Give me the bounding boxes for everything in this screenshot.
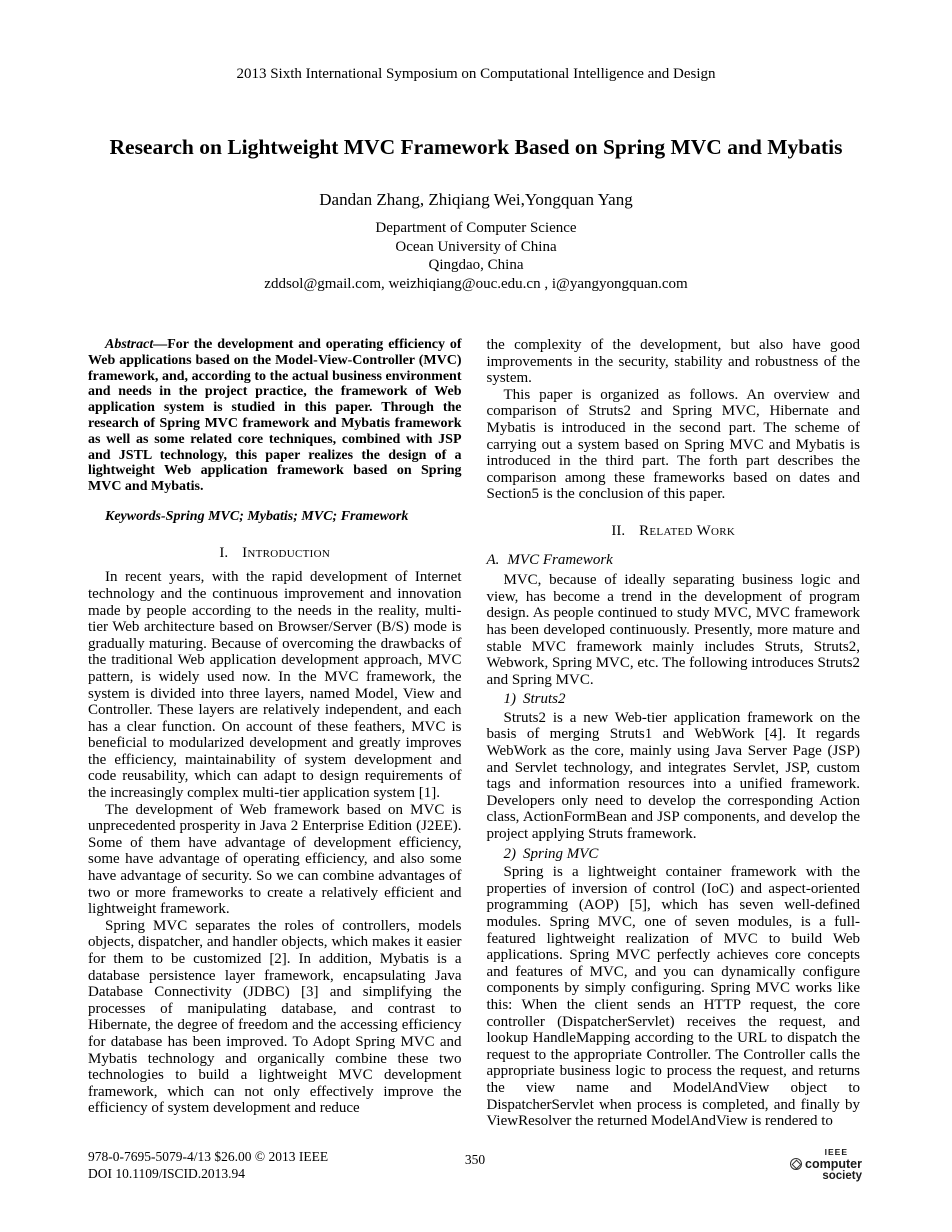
subsub-title: Struts2: [523, 691, 566, 708]
author-emails: zddsol@gmail.com, weizhiqiang@ouc.edu.cn , i@yangyongquan.com: [264, 275, 688, 292]
abstract-text: For the development and operating efficiency of Web applications based on the Model-View-Controller (MVC) framework, and, according to the actual business environment and needs in the project practice, the framework of Web application system is studied in this paper. Through the research of Spring MVC framework and Mybatis framework as well as some related core techniques, combined with JSP and JSTL technology, this paper realizes the design of a lightweight Web application framework based on Spring MVC and Mybatis.: [88, 337, 462, 495]
right-column: [487, 337, 861, 1130]
subsection-title: MVC Framework: [507, 551, 613, 568]
affiliation-department: Department of Computer Science: [375, 220, 577, 236]
section-number: I.: [219, 544, 229, 561]
ieee-logo-text: IEEE: [824, 1147, 848, 1157]
subsection-number: A.: [486, 551, 500, 568]
intro-paragraph-2: The development of Web framework based on MVC is unprecedented prosperity in Java 2 Enterprise Edition (J2EE). Some of them have advantage of development efficiency, some have advantage of operating efficiency, and also some have advantage of security. So we can combine advantages of two or more frameworks to create a relatively efficient and lightweight framework.: [88, 801, 462, 918]
section-title: Related Work: [639, 522, 736, 539]
paper-title: Research on Lightweight MVC Framework Based on Spring MVC and Mybatis: [109, 135, 843, 159]
affiliation-city: Qingdao, China: [428, 257, 524, 273]
intro-paragraph-1: In recent years, with the rapid development of Internet technology and the continuous improvement and innovation made by people according to the needs in the reality, multi-tier Web architecture based on Browser/Server (B/S) mode is gradually maturing. Because of overcoming the drawbacks of the traditional Web application development approach, MVC pattern, is widely used now. In the MVC framework, the system is divided into three layers, named Model, View and Controller. These layers are relatively independent, and each has a clear function. On account of these feathers, MVC is beneficial to modularized development and greatly improves the efficiency, maintainability of system development and code reusability, which can adapt to design requirements of the increasingly complex multi-tier application system [1].: [88, 569, 462, 802]
intro-paragraph-3-continued: the complexity of the development, but also have good improvements in the security, stability and robustness of the system.: [486, 337, 860, 387]
spring-mvc-paragraph: Spring is a lightweight container framework with the properties of inversion of control (IoC) and aspect-oriented programming (AOP) [5], which has seven well-defined modules. Spring MVC, one of seven modules, is a full-featured lightweight realization of MVC to build Web applications. Spring MVC perfectly achieves core concepts and features of MVC, and you can dynamically configure components by simply configuring. Spring MVC works like this: When the client sends an HTTP request, the core controller (DispatcherServlet) receives the request, and lookup HandleMapping according to the URL to dispatch the request to the appropriate Controller. The Controller calls the appropriate business logic to process the request, and returns the view name and ModelAndView object to DispatcherServlet when process is completed, and finally by ViewResolver the returned ModelAndView is rendered to: [486, 864, 860, 1130]
affiliation-university: Ocean University of China: [395, 238, 557, 255]
subsub-number: 2): [503, 845, 516, 862]
two-column-body: [88, 337, 860, 1130]
struts2-paragraph: Struts2 is a new Web-tier application framework on the basis of merging Struts1 and WebWork [4]. It regards WebWork as the core, mainly using Java Server Page (JSP) and Servlet technology, and integrates Servlet, JSP, custom tags and information resources into a unified framework. Developers only need to develop the corresponding Action class, ActionFormBean and JSP components, and develop the project applying Struts framework.: [486, 709, 860, 843]
subsub-heading-spring-mvc: [487, 846, 861, 863]
left-column: [88, 337, 462, 1130]
subsub-number: 1): [503, 691, 516, 708]
doi-line: DOI 10.1109/ISCID.2013.94: [88, 1166, 245, 1181]
intro-paragraph-4: This paper is organized as follows. An overview and comparison of Struts2 and Spring MVC, Hibernate and Mybatis is introduced in the second part. The scheme of carrying out a system based on Spring MVC and Mybatis is introduced in the third part. The forth part describes the comparison among these frameworks based on dates and Section5 is the conclusion of this paper.: [486, 386, 860, 503]
copyright-line: 978-0-7695-5079-4/13 $26.00 © 2013 IEEE: [88, 1149, 329, 1164]
subsub-title: Spring MVC: [523, 845, 599, 862]
subsub-heading-struts2: [487, 691, 861, 708]
intro-paragraph-3: Spring MVC separates the roles of controllers, models objects, dispatcher, and handler objects, which makes it easier for them to be customized [2]. In addition, Mybatis is a database persistence layer framework, encapsulating Java Database Connectivity (JDBC) [3] and simplifying the processes of manipulating database, and contrast to Hibernate, the degree of freedom and the accessing efficiency for database has been improved. To Adopt Spring MVC and Mybatis technology and organically combine these two technologies to build a lightweight MVC development framework, which can not only effectively improve the efficiency of system development and reduce: [88, 917, 462, 1117]
abstract-label: Abstract—: [105, 337, 168, 352]
section-number: II.: [611, 522, 626, 539]
keywords-line: Keywords-Spring MVC; Mybatis; MVC; Framework: [105, 508, 409, 524]
conference-header: 2013 Sixth International Symposium on Computational Intelligence and Design: [236, 66, 716, 82]
section-title: Introduction: [242, 544, 331, 561]
mvc-framework-paragraph: MVC, because of ideally separating business logic and view, has become a trend in the development of program design. As people continued to study MVC, MVC framework has been developed continuously. Presently, more mature and stable MVC framework mainly includes Struts, Struts2, Webwork, Spring MVC, etc. The following introduces Struts2 and Spring MVC.: [486, 572, 860, 688]
page-footer: [88, 1148, 862, 1183]
abstract-paragraph: [88, 337, 462, 495]
section-heading-introduction: [88, 545, 462, 562]
subsection-heading-mvc-framework: [487, 552, 861, 569]
ieee-emblem-icon: [790, 1158, 802, 1170]
section-heading-related-work: [487, 523, 861, 540]
author-names: Dandan Zhang, Zhiqiang Wei,Yongquan Yang: [319, 190, 633, 209]
ieee-logo-computer: computer: [805, 1156, 862, 1171]
page-number: 350: [464, 1152, 486, 1167]
ieee-logo-society: society: [822, 1170, 862, 1182]
